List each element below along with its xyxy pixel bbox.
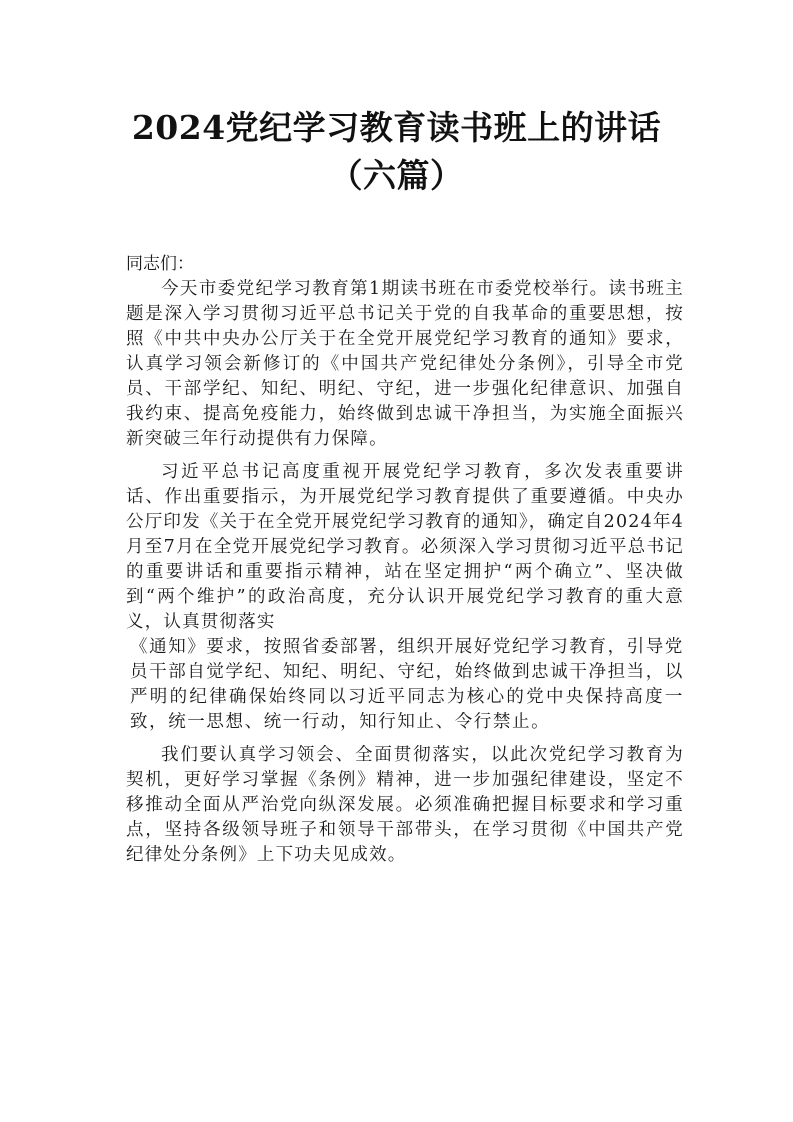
title-line-subtitle: （六篇）	[329, 156, 464, 195]
paragraph-2-continued: 《通知》要求，按照省委部署，组织开展好党纪学习教育，引导党员干部自觉学纪、知纪、明纪、守纪，始终做到忠诚干净担当，以严明的纪律确保始终同以习近平同志为核心的党中央保持高度一致，统一思想、统一行动，知行知止、令行禁止。	[130, 637, 684, 732]
paragraph-1: 今天市委党纪学习教育第1期读书班在市委党校举行。读书班主题是深入学习贯彻习近平总书记关于党的自我革命的重要思想，按照《中共中央办公厅关于在全党开展党纪学习教育的通知》要求，认真学习领会新修订的《中国共产党纪律处分条例》，引导全市党员、干部学纪、知纪、明纪、守纪，进一步强化纪律意识、加强自我约束、提高免疫能力，始终做到忠诚干净担当，为实施全面振兴新突破三年行动提供有力保障。	[126, 279, 684, 449]
title-line-main: 2024党纪学习教育读书班上的讲话	[131, 108, 662, 147]
paragraph-2: 习近平总书记高度重视开展党纪学习教育，多次发表重要讲话、作出重要指示，为开展党纪学习教育提供了重要遵循。中央办公厅印发《关于在全党开展党纪学习教育的通知》，确定自2024年4月至7月在全党开展党纪学习教育。必须深入学习贯彻习近平总书记的重要讲话和重要指示精神，站在坚定拥护“两个确立”、坚决做到“两个维护”的政治高度，充分认识开展党纪学习教育的重大意义，认真贯彻落实	[126, 462, 684, 632]
document-body	[126, 252, 684, 868]
paragraph-3: 我们要认真学习领会、全面贯彻落实，以此次党纪学习教育为契机，更好学习掌握《条例》精神，进一步加强纪律建设，坚定不移推动全面从严治党向纵深发展。必须准确把握目标要求和学习重点，坚持各级领导班子和领导干部带头，在学习贯彻《中国共产党纪律处分条例》上下功夫见成效。	[126, 745, 684, 865]
document-title	[60, 104, 733, 200]
salutation: 同志们：	[126, 254, 194, 274]
